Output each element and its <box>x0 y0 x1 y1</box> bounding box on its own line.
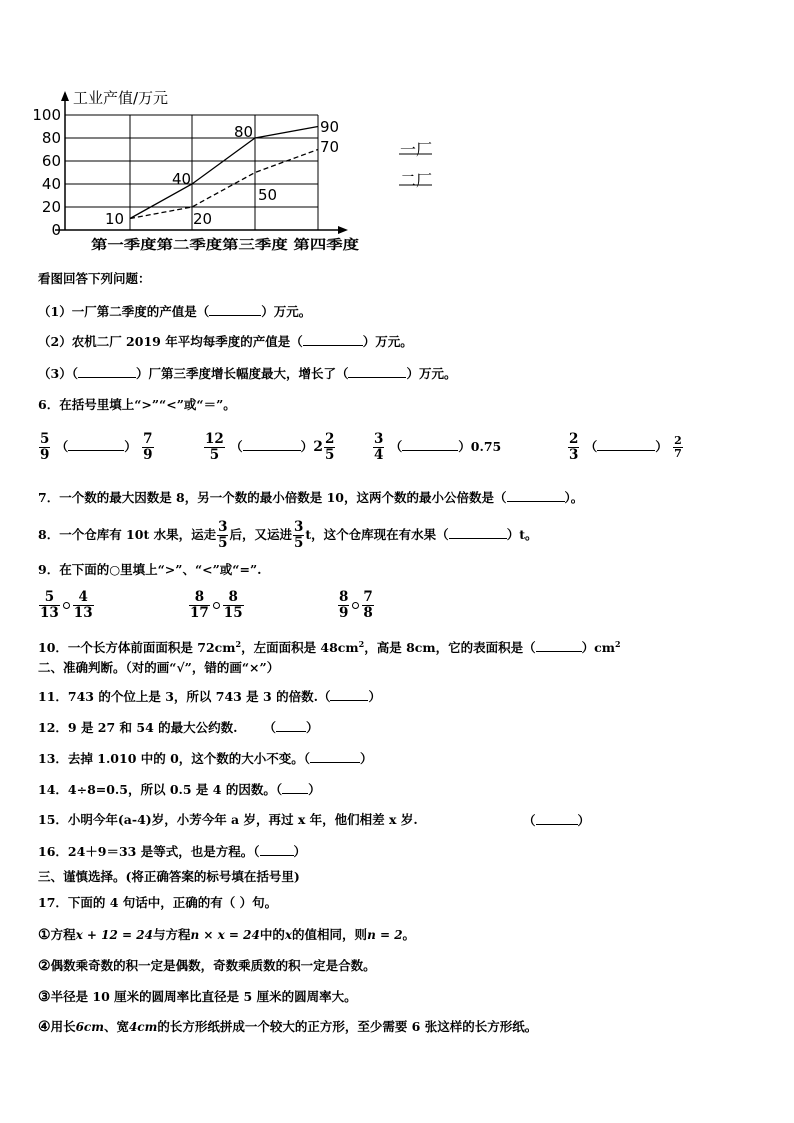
answer-blank[interactable] <box>68 438 124 451</box>
q3-text-b: ）厂第三季度增长幅度最大，增长了（ <box>135 366 349 381</box>
q6-item-1: $\frac{5}{9}$ （ ） $\frac{7}{9}$ <box>40 431 153 463</box>
fraction: $\frac{5}{13}$ <box>40 589 59 621</box>
fraction: $\frac{5}{9}$ <box>40 431 50 463</box>
answer-blank[interactable] <box>243 438 301 451</box>
answer-blank[interactable] <box>449 526 507 539</box>
answer-blank[interactable] <box>507 489 565 502</box>
compare-circle[interactable] <box>213 602 220 609</box>
answer-blank[interactable] <box>348 365 406 378</box>
question-14: 14．4÷8=0.5，所以 0.5 是 4 的因数。（ ） <box>38 782 321 797</box>
x-axis-categories: 第一季度第二季度第三季度 第四季度 <box>91 238 304 253</box>
legend-factory2-label: 二厂 <box>400 171 433 190</box>
fraction: $\frac{8}{15}$ <box>223 589 243 621</box>
answer-blank[interactable] <box>310 750 360 763</box>
q1-text-b: ）万元。 <box>261 304 312 319</box>
q6-item-3: $\frac{3}{4}$ （ ）0.75 <box>374 431 502 463</box>
answer-blank[interactable] <box>330 688 368 701</box>
fraction: $\frac{7}{9}$ <box>143 431 153 463</box>
answer-blank[interactable] <box>260 843 294 856</box>
fraction: $\frac{2}{7}$ <box>674 434 682 460</box>
series-factory1-line <box>130 127 318 219</box>
fraction: $\frac{4}{13}$ <box>73 589 93 621</box>
q2-text-a: （2）农机二厂 2019 年平均每季度的产值是（ <box>38 334 303 349</box>
compare-circle[interactable] <box>352 602 359 609</box>
section-2-heading: 二、准确判断。（对的画“√”，错的画“×”） <box>38 660 280 675</box>
question-6-title: 6．在括号里填上“>”“<”或“＝”。 <box>38 397 236 412</box>
fraction: $\frac{2}{3}$ <box>569 431 579 463</box>
question-16: 16．24＋9＝33 是等式，也是方程。（ ） <box>38 844 307 859</box>
question-10: 10．一个长方体前面面积是 $72cm^2$，左面面积是 $48cm^2$，高是 8cm，它的表面积是（ ）$cm^2$ <box>38 639 621 656</box>
question-8: 8．一个仓库有 10t 水果，运走 $\frac{3}{5}$ 后，又运进 $\frac{3}{5}$ t，这个仓库现在有水果（ ）t。 <box>38 519 538 551</box>
q9-item-1 <box>38 590 95 621</box>
compare-circle[interactable] <box>63 602 70 609</box>
data-label: 90 <box>320 118 340 136</box>
question-15-answer: （ ） <box>523 813 591 828</box>
q2-text-b: ）万元。 <box>362 334 413 349</box>
question-15: 15．小明今年(a-4)岁，小芳今年 a 岁，再过 x 年，他们相差 x 岁. <box>38 812 418 827</box>
question-13: 13．去掉 1.010 中的 0，这个数的大小不变。（ ） <box>38 751 373 766</box>
fraction: $\frac{12}{5}$ <box>205 431 224 463</box>
section-3-heading: 三、谨慎选择。(将正确答案的标号填在括号里) <box>38 869 300 884</box>
answer-blank[interactable] <box>536 639 582 652</box>
x-axis-arrow <box>338 226 348 234</box>
question-12: 12．9 是 27 和 54 的最大公约数. （ ） <box>38 720 319 735</box>
question-7: 7．一个数的最大因数是 8，另一个数的最小倍数是 10，这两个数的最小公倍数是（ ）。 <box>38 490 584 505</box>
y-tick-label: 100 <box>32 106 61 124</box>
q3-text-c: ）万元。 <box>406 366 457 381</box>
answer-blank[interactable] <box>276 719 306 732</box>
q17-option-4: ④用长6cm、宽4cm的长方形纸拼成一个较大的正方形，至少需要 6 张这样的长方形纸。 <box>38 1019 538 1035</box>
y-tick-label: 0 <box>51 221 61 239</box>
fraction: $\frac{2}{5}$ <box>324 431 335 463</box>
y-tick-label: 20 <box>41 198 61 216</box>
question-2 <box>38 333 413 350</box>
data-label: 70 <box>320 138 340 156</box>
q17-option-2: ②偶数乘奇数的积一定是偶数，奇数乘质数的积一定是合数。 <box>38 958 376 974</box>
q9-item-3 <box>337 590 375 621</box>
legend-factory1-label: 一厂 <box>400 140 433 159</box>
question-17-title: 17．下面的 4 句话中，正确的有（ ）句。 <box>38 895 278 910</box>
q9-item-2 <box>188 590 245 621</box>
data-label: 10 <box>105 210 125 228</box>
answer-blank[interactable] <box>282 781 308 794</box>
q6-item-4: $\frac{2}{3}$ （ ） $\frac{2}{7}$ <box>569 431 682 463</box>
fraction: $\frac{8}{17}$ <box>190 589 209 621</box>
question-3 <box>38 365 456 382</box>
question-1 <box>38 303 311 320</box>
q17-option-3: ③半径是 10 厘米的圆周率比直径是 5 厘米的圆周率大。 <box>38 989 357 1005</box>
q3-text-a: （3）（ <box>38 366 78 381</box>
line-chart <box>0 0 794 260</box>
question-9-title: 9．在下面的○里填上“>”、“<”或“=”. <box>38 562 262 577</box>
answer-blank[interactable] <box>536 812 578 825</box>
y-tick-label: 80 <box>41 129 61 147</box>
fraction: $\frac{3}{5}$ <box>294 519 304 551</box>
question-11: 11．743 的个位上是 3，所以 743 是 3 的倍数.（ ） <box>38 689 381 704</box>
answer-blank[interactable] <box>402 438 458 451</box>
intro-text: 看图回答下列问题： <box>38 271 151 286</box>
q1-text-a: （1）一厂第二季度的产值是（ <box>38 304 210 319</box>
answer-blank[interactable] <box>78 365 136 378</box>
y-axis-arrow <box>61 91 69 101</box>
data-label: 80 <box>234 123 254 141</box>
q6-item-2: $\frac{12}{5}$ （ ）2 $\frac{2}{5}$ <box>205 431 335 463</box>
fraction: $\frac{3}{5}$ <box>218 519 228 551</box>
fraction: $\frac{7}{8}$ <box>363 589 373 621</box>
data-label: 40 <box>172 170 192 188</box>
answer-blank[interactable] <box>209 303 261 316</box>
answer-blank[interactable] <box>597 438 655 451</box>
y-axis-title: 工业产值/万元 <box>73 89 169 107</box>
fraction: $\frac{3}{4}$ <box>374 431 384 463</box>
fraction: $\frac{8}{9}$ <box>339 589 349 621</box>
data-label: 50 <box>258 186 278 204</box>
y-tick-label: 40 <box>41 175 61 193</box>
y-tick-label: 60 <box>41 152 61 170</box>
data-label: 20 <box>193 210 213 228</box>
q17-option-1: ①方程x + 12 = 24与方程n × x = 24中的x的值相同，则n = 2。 <box>38 927 416 943</box>
answer-blank[interactable] <box>303 333 363 346</box>
